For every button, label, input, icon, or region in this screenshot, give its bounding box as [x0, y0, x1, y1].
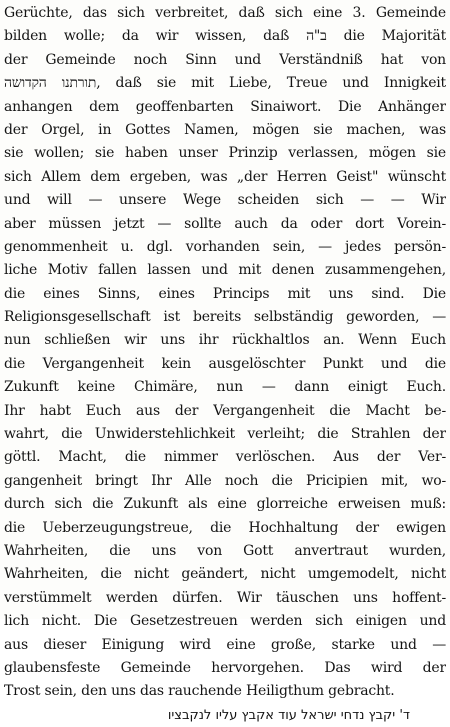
text-line-25: Wahrheiten, die nicht geändert, nicht umgemodelt, nicht — [4, 566, 446, 583]
text-line-11: genommenheit u. dgl. vorhanden sein, — jedes persön- — [4, 238, 446, 255]
text-line-30: Trost sein, den uns das rauchende Heiligthum gebracht. — [4, 683, 395, 700]
text-line-1: Gerüchte, das sich verbreitet, daß sich eine 3. Gemeinde — [4, 5, 446, 21]
text-line-20: göttl. Macht, die nimmer verlöschen. Aus der Ver- — [4, 449, 446, 466]
text-line-29: glaubensfeste Gemeinde hervorgehen. Das wird der — [4, 659, 446, 676]
text-line-4: תורתנו הקדושה, daß sie mit Liebe, Treue und Innigkeit — [4, 75, 446, 92]
text-line-14: Religionsgesellschaft ist bereits selbständig geworden, — — [4, 309, 446, 326]
text-line-22: durch sich die Zukunft als eine glorreiche erweisen muß: — [4, 496, 446, 513]
text-line-7: sie wollen; sie haben unser Prinzip verlassen, mögen sie — [4, 145, 446, 162]
text-line-3: der Gemeinde noch Sinn und Verständniß hat von — [4, 51, 446, 68]
text-line-17: Zukunft keine Chimäre, nun — dann einigt Euch. — [4, 379, 446, 396]
text-line-5: anhangen dem geoffenbarten Sinaiwort. Die Anhänger — [4, 98, 446, 115]
text-line-8: sich Allem dem ergeben, was „der Herren Geist" wünscht — [4, 168, 446, 185]
text-line-24: Wahrheiten, die uns von Gott anvertraut wurden, — [4, 542, 446, 559]
text-line-15: nun schließen wir uns ihr rückhaltlos an. Wenn Euch — [4, 332, 446, 349]
text-line-21: gangenheit bringt Ihr Alle noch die Pricipien mit, wo- — [4, 472, 446, 489]
text-line-6: der Orgel, in Gottes Namen, mögen sie machen, was — [4, 121, 446, 138]
text-line-26: verstümmelt werden dürfen. Wir täuschen uns hoffent- — [4, 589, 446, 606]
text-line-12: liche Motiv fallen lassen und mit denen zusammengehen, — [4, 262, 446, 279]
text-line-9: und will — unsere Wege scheiden sich — — Wir — [4, 192, 446, 209]
text-line-28: aus dieser Einigung wird eine große, starke und — — [4, 636, 446, 653]
hebrew-closing-verse: ד' יקבץ נדחי ישראל עוד אקבץ עליו לנקבציו — [167, 707, 410, 723]
text-line-13: die eines Sinns, eines Princips mit uns sind. Die — [4, 285, 446, 302]
text-line-18: Ihr habt Euch aus der Vergangenheit die Macht be- — [4, 402, 446, 419]
text-line-16: die Vergangenheit kein ausgelöschter Punkt und die — [4, 355, 446, 372]
text-line-27: lich nicht. Die Gesetzestreuen werden sich einigen und — [4, 613, 446, 630]
text-line-10: aber müssen jetzt — sollte auch da oder dort Vorein- — [4, 215, 446, 232]
text-line-23: die Ueberzeugungstreue, die Hochhaltung der ewigen — [4, 519, 446, 536]
article-text — [4, 2, 446, 727]
text-line-2: bilden wolle; da wir wissen, daß ב"ה die Majorität — [4, 28, 446, 45]
text-line-19: wahrt, die Unwiderstehlichkeit verleiht; die Strahlen der — [4, 426, 446, 443]
